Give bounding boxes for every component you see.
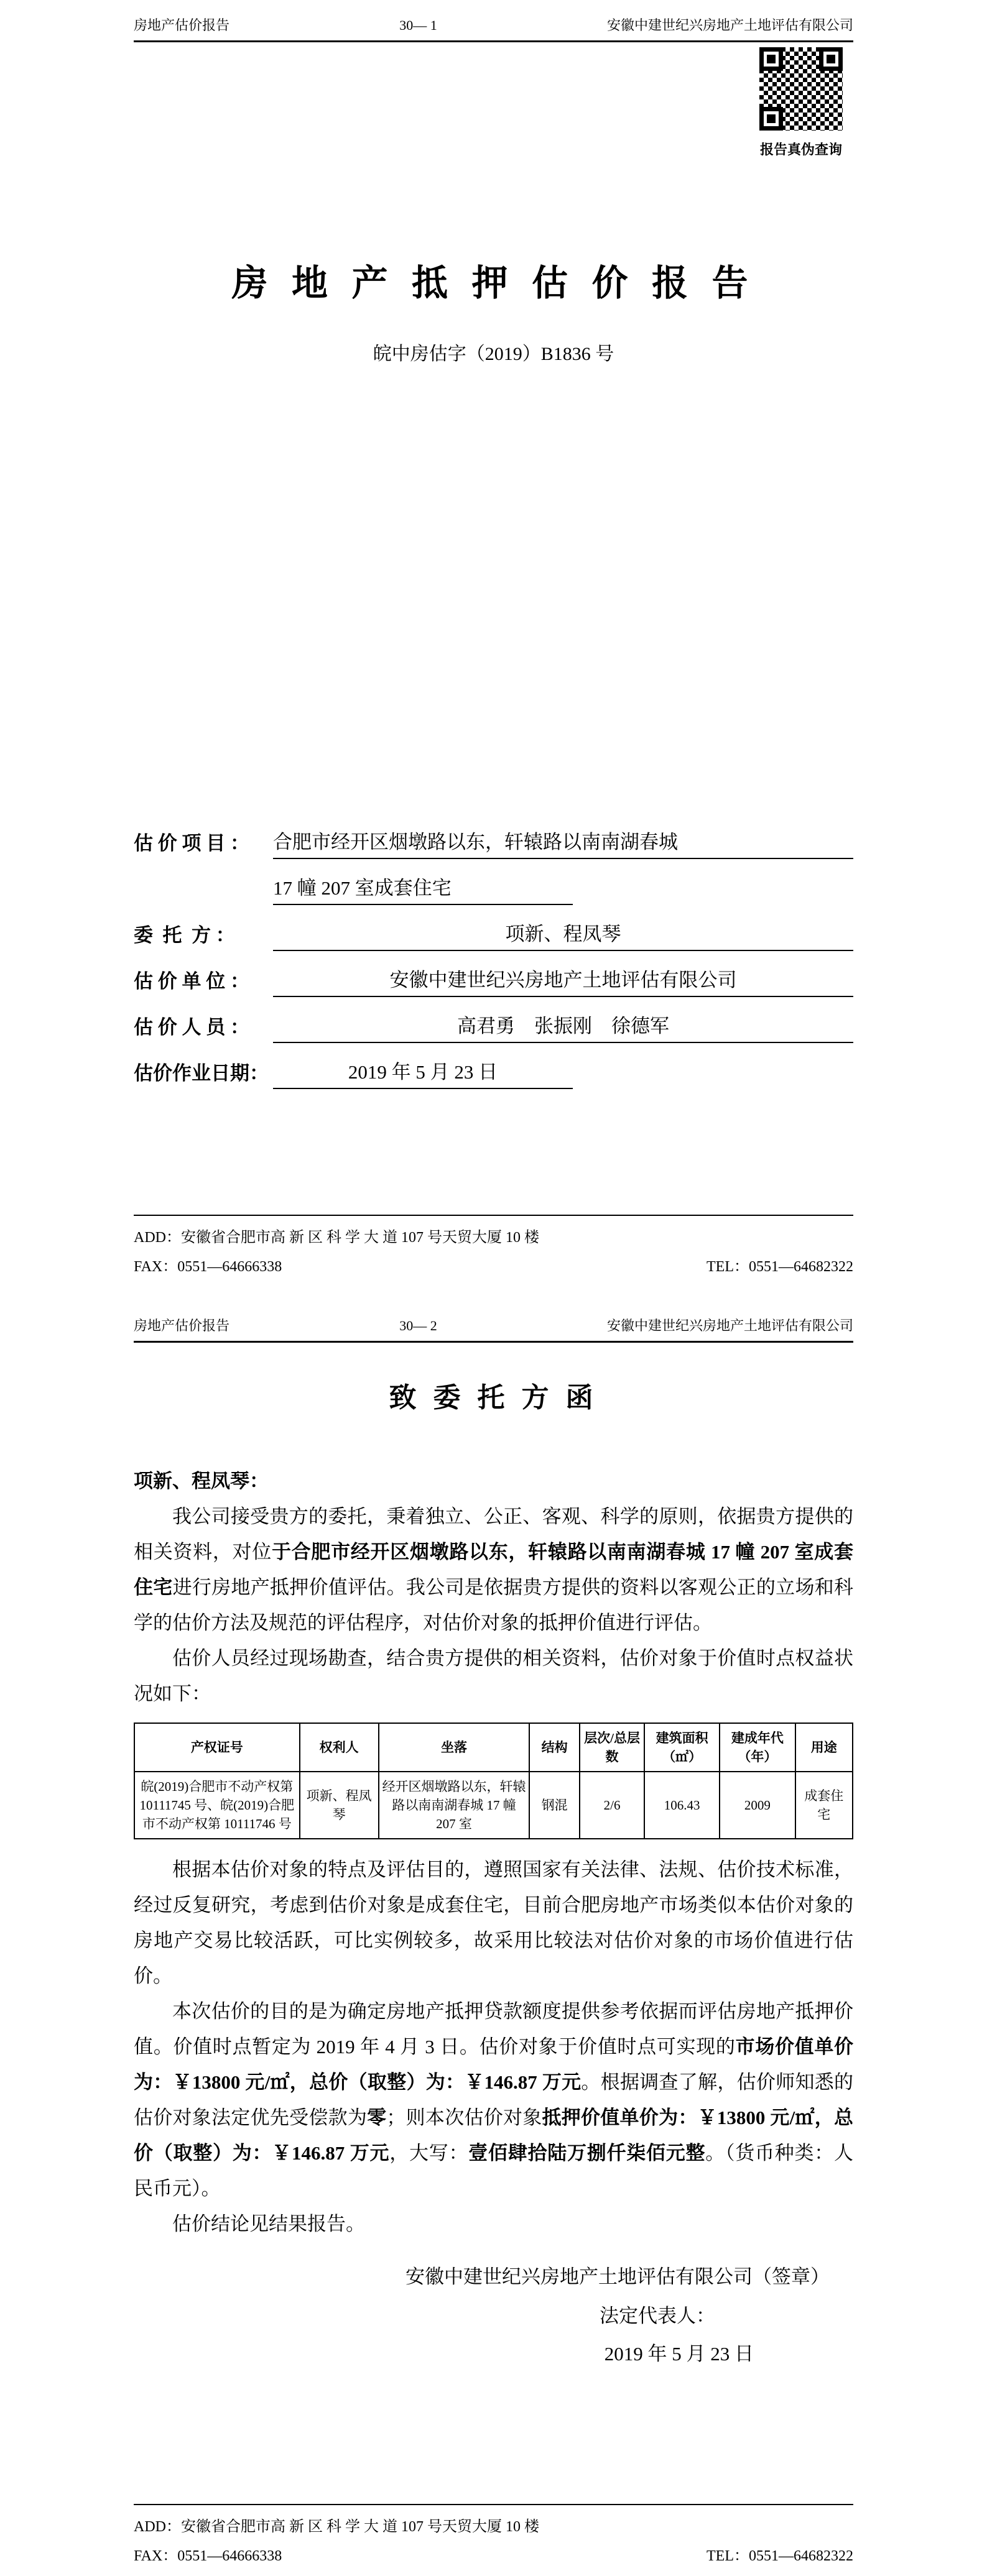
field-value-staff: 高君勇 张振刚 徐德军 bbox=[273, 1010, 853, 1043]
paragraph-valuation-result bbox=[134, 1994, 853, 2206]
footer-address: ADD：安徽省合肥市高 新 区 科 学 大 道 107 号天贸大厦 10 楼 bbox=[134, 2519, 539, 2535]
col-header-usage: 用途 bbox=[795, 1723, 853, 1772]
footer-tel: TEL：0551—64682322 bbox=[707, 2548, 853, 2564]
col-header-owner: 权利人 bbox=[300, 1723, 379, 1772]
signature-date: 2019 年 5 月 23 日 bbox=[604, 2343, 754, 2365]
text-segment: ，大写： bbox=[389, 2142, 469, 2164]
paragraph-survey: 估价人员经过现场勘查，结合贵方提供的相关资料，估价对象于价值时点权益状况如下： bbox=[134, 1647, 853, 1704]
text-segment: ；则本次估价对象 bbox=[386, 2107, 542, 2128]
qr-verification-block bbox=[759, 47, 843, 159]
col-header-location: 坐落 bbox=[379, 1723, 530, 1772]
text-segment: 。（货币种类：人民币元）。 bbox=[134, 2142, 853, 2199]
paragraph-closing: 估价结论见结果报告。 bbox=[172, 2213, 365, 2235]
bold-segment-amount-words: 壹佰肆拾陆万捌仟柒佰元整 bbox=[468, 2142, 706, 2164]
qr-finder-icon bbox=[759, 47, 783, 71]
bold-segment-mortgage-value: 抵押价值单价为：￥13800 元/㎡，总价（取整）为：￥146.87 万元 bbox=[134, 2107, 854, 2164]
qr-finder-icon bbox=[759, 107, 783, 131]
col-header-structure: 结构 bbox=[529, 1723, 580, 1772]
signature-block bbox=[134, 2242, 853, 2371]
valuation-table bbox=[134, 1723, 853, 1839]
header-page-number: 30— 1 bbox=[399, 17, 437, 33]
bold-segment-property: 于合肥市经开区烟墩路以东，轩辕路以南南湖春城 17 幢 207 室成套住宅 bbox=[134, 1541, 854, 1598]
header-company: 安徽中建世纪兴房地产土地评估有限公司 bbox=[606, 1318, 853, 1333]
running-header bbox=[134, 1287, 853, 1343]
letter-title: 致 委 托 方 函 bbox=[389, 1382, 598, 1413]
header-page-number: 30— 2 bbox=[399, 1318, 437, 1333]
report-title: 房 地 产 抵 押 估 价 报 告 bbox=[231, 263, 756, 303]
col-header-cert-no: 产权证号 bbox=[134, 1723, 300, 1772]
field-label: 估 价 单 位 ： bbox=[134, 970, 249, 992]
header-doc-type: 房地产估价报告 bbox=[134, 17, 230, 33]
running-header bbox=[134, 0, 853, 42]
field-label: 估 价 人 员 ： bbox=[134, 1016, 249, 1038]
table-header-row bbox=[134, 1723, 853, 1772]
text-segment: 本次估价的目的是为确定房地产抵押贷款额度提供参考依据而评估房地产抵押价值。价值时点暂定为 2019 年 4 月 3 日。估价对象于价值时点可实现的 bbox=[134, 2000, 853, 2058]
qr-code bbox=[759, 47, 843, 131]
page-footer bbox=[134, 2504, 853, 2576]
paragraph-method: 根据本估价对象的特点及评估目的，遵照国家有关法律、法规、估价技术标准，经过反复研究，考虑到估价对象是成套住宅，目前合肥房地产市场类似本估价对象的房地产交易比较活跃，可比实例较多，故采用比较法对估价对象的市场价值进行估价。 bbox=[134, 1859, 853, 1987]
qr-finder-icon bbox=[819, 47, 843, 71]
page-footer bbox=[134, 1215, 853, 1287]
footer-tel: TEL：0551—64682322 bbox=[707, 1259, 853, 1275]
owner-cell: 项新、程凤琴 bbox=[300, 1772, 379, 1839]
paragraph-commission bbox=[134, 1499, 853, 1640]
structure-cell: 钢混 bbox=[529, 1772, 580, 1839]
text-segment: 我公司接受贵方的委托，秉着独立、公正、客观、科学的原则，依据贵方提供的相关资料，对位 bbox=[134, 1506, 853, 1563]
table-row bbox=[134, 1772, 853, 1839]
col-header-year: 建成年代（年） bbox=[720, 1723, 795, 1772]
footer-address: ADD：安徽省合肥市高 新 区 科 学 大 道 107 号天贸大厦 10 楼 bbox=[134, 1230, 539, 1246]
footer-fax: FAX：0551—64666338 bbox=[134, 1259, 282, 1275]
footer-fax: FAX：0551—64666338 bbox=[134, 2548, 282, 2564]
field-value-date: 2019 年 5 月 23 日 bbox=[273, 1056, 573, 1089]
text-segment: 。根据调查了解，估价师知悉的估价对象法定优先受偿款为 bbox=[134, 2071, 853, 2128]
field-row-date bbox=[134, 1043, 853, 1089]
location-cell: 经开区烟墩路以东，轩辕路以南南湖春城 17 幢 207 室 bbox=[379, 1772, 530, 1839]
bold-segment-market-value: 市场价值单价为：￥13800 元/㎡，总价（取整）为：￥146.87 万元 bbox=[134, 2036, 854, 2093]
field-row-agency bbox=[134, 951, 853, 997]
footer-contact-row bbox=[134, 1254, 853, 1276]
report-number: 皖中房估字（2019）B1836 号 bbox=[373, 344, 614, 364]
header-company: 安徽中建世纪兴房地产土地评估有限公司 bbox=[606, 17, 853, 33]
field-value-project-line2: 17 幢 207 室成套住宅 bbox=[273, 872, 573, 905]
floor-cell: 2/6 bbox=[580, 1772, 644, 1839]
field-row-staff bbox=[134, 997, 853, 1043]
signature-company: 安徽中建世纪兴房地产土地评估有限公司（签章） bbox=[405, 2266, 830, 2288]
signature-legal-rep: 法定代表人： bbox=[600, 2305, 715, 2327]
salutation: 项新、程凤琴： bbox=[134, 1470, 269, 1492]
field-label: 估 价 项 目 ： bbox=[134, 832, 249, 854]
bold-segment-zero: 零 bbox=[367, 2107, 387, 2128]
usage-cell: 成套住宅 bbox=[795, 1772, 853, 1839]
field-row-project bbox=[134, 813, 853, 859]
field-label: 估价作业日期： bbox=[134, 1062, 269, 1084]
year-cell: 2009 bbox=[720, 1772, 795, 1839]
field-value-client: 项新、程凤琴 bbox=[273, 918, 853, 951]
field-row-client bbox=[134, 905, 853, 951]
field-label: 委 托 方 ： bbox=[134, 924, 235, 946]
report-cover-page bbox=[0, 0, 987, 1287]
col-header-floor: 层次/总层数 bbox=[580, 1723, 644, 1772]
cover-fields bbox=[134, 813, 853, 1089]
area-cell: 106.43 bbox=[644, 1772, 720, 1839]
footer-contact-row bbox=[134, 2543, 853, 2565]
field-value-project: 合肥市经开区烟墩路以东，轩辕路以南南湖春城 bbox=[273, 826, 853, 859]
letter-page bbox=[0, 1287, 987, 2576]
cert-no-cell: 皖(2019)合肥市不动产权第 10111745 号、皖(2019)合肥市不动产权第 10111746 号 bbox=[134, 1772, 300, 1839]
text-segment: 进行房地产抵押价值评估。我公司是依据贵方提供的资料以客观公正的立场和科学的估价方法及规范的评估程序，对估价对象的抵押价值进行评估。 bbox=[134, 1576, 854, 1634]
header-doc-type: 房地产估价报告 bbox=[134, 1318, 230, 1333]
field-value-agency: 安徽中建世纪兴房地产土地评估有限公司 bbox=[273, 964, 853, 997]
col-header-area: 建筑面积（㎡） bbox=[644, 1723, 720, 1772]
qr-caption: 报告真伪查询 bbox=[759, 142, 842, 157]
field-row-project-line2 bbox=[134, 859, 853, 905]
